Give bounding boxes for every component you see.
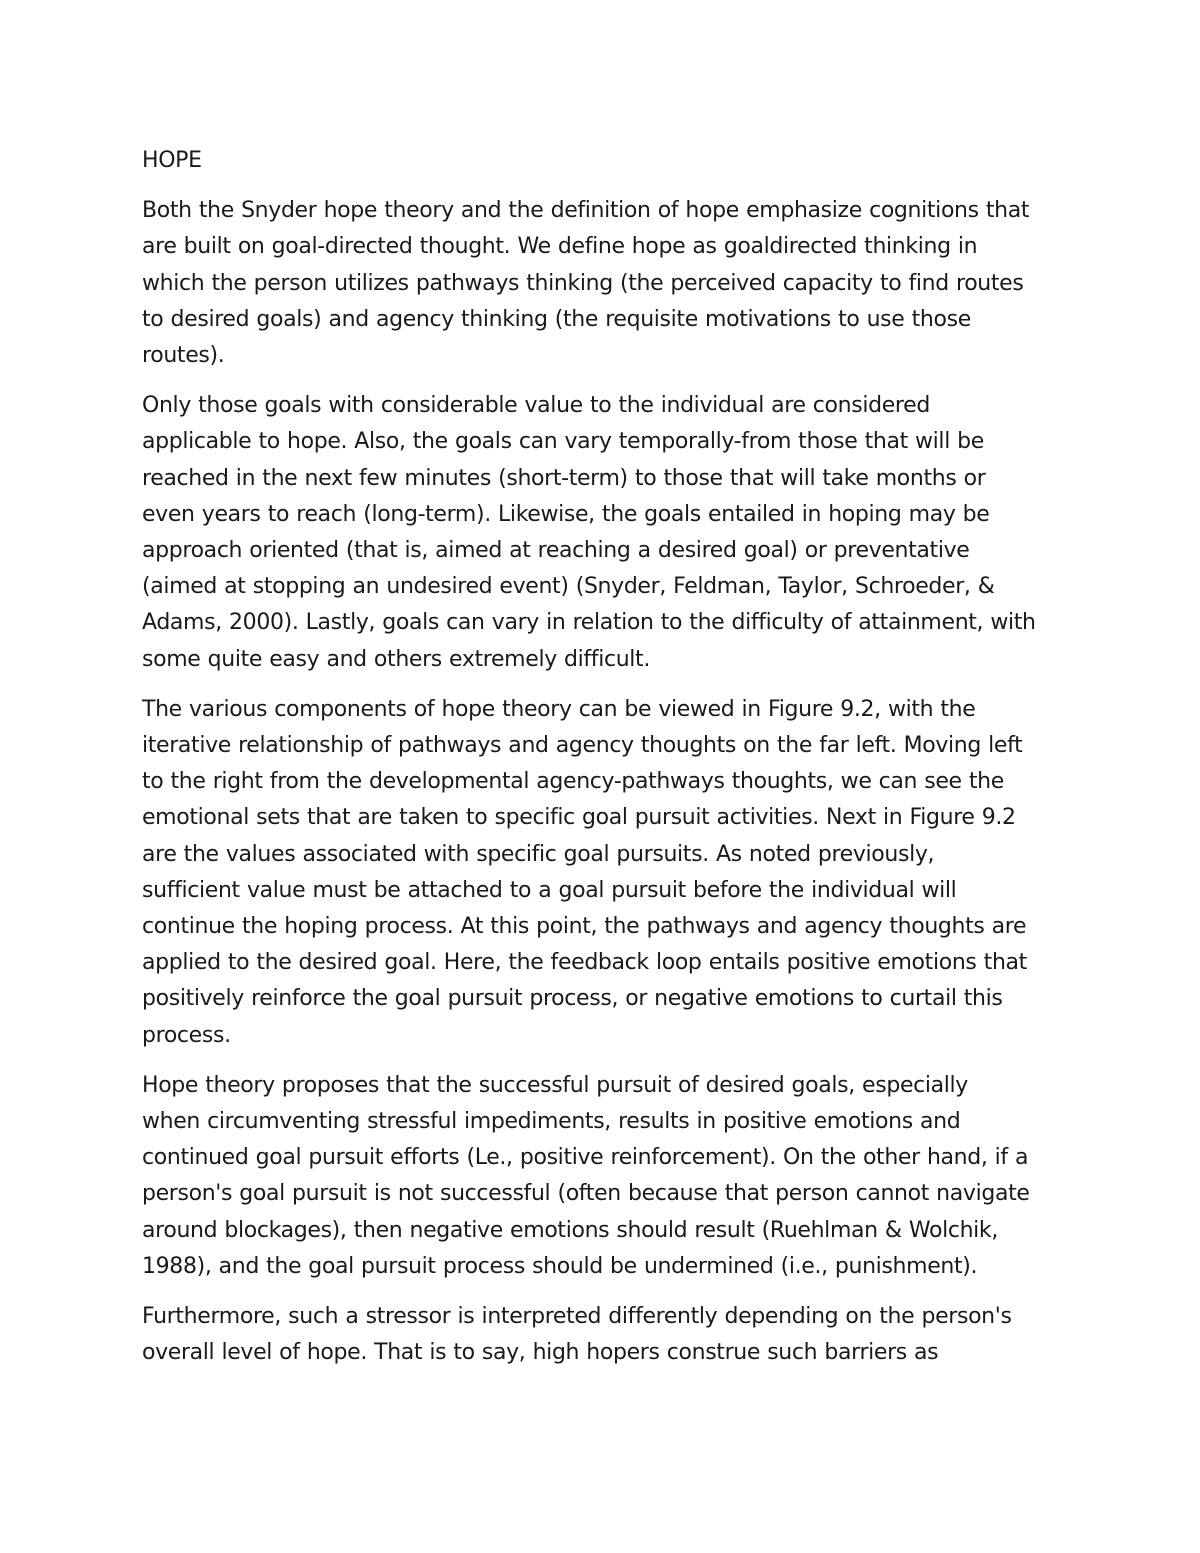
text-line: around blockages), then negative emotions should result (Ruehlman & Wolchik, (142, 1217, 998, 1243)
document-title: HOPE (142, 148, 202, 173)
text-line: positively reinforce the goal pursuit process, or negative emotions to curtail this (142, 986, 1003, 1012)
text-line: applied to the desired goal. Here, the feedback loop entails positive emotions that (142, 950, 1027, 976)
text-line: Both the Snyder hope theory and the definition of hope emphasize cognitions that (142, 198, 1030, 224)
text-line: The various components of hope theory can be viewed in Figure 9.2, with the (142, 696, 976, 722)
text-line: overall level of hope. That is to say, high hopers construe such barriers as (142, 1340, 939, 1366)
document-body (142, 143, 1067, 1386)
text-line: 1988), and the goal pursuit process should be undermined (i.e., punishment). (142, 1253, 978, 1279)
text-line: continued goal pursuit efforts (Le., positive reinforcement). On the other hand, if a (142, 1145, 1029, 1171)
text-line: iterative relationship of pathways and agency thoughts on the far left. Moving left (142, 733, 1023, 759)
paragraph-3 (142, 692, 1067, 1054)
text-line: are built on goal-directed thought. We define hope as goaldirected thinking in (142, 234, 978, 260)
text-line: person's goal pursuit is not successful (often because that person cannot navigate (142, 1181, 1030, 1207)
text-line: routes). (142, 343, 225, 369)
text-line: Adams, 2000). Lastly, goals can vary in relation to the difficulty of attainment, with (142, 610, 1036, 636)
text-line: approach oriented (that is, aimed at reaching a desired goal) or preventative (142, 538, 970, 564)
text-line: continue the hoping process. At this point, the pathways and agency thoughts are (142, 914, 1027, 940)
text-line: (aimed at stopping an undesired event) (Snyder, Feldman, Taylor, Schroeder, & (142, 574, 995, 600)
text-line: which the person utilizes pathways thinking (the perceived capacity to find routes (142, 270, 1024, 296)
text-line: Only those goals with considerable value to the individual are considered (142, 393, 930, 419)
paragraph-1 (142, 193, 1067, 374)
text-line: to the right from the developmental agency-pathways thoughts, we can see the (142, 769, 1004, 795)
paragraph-4 (142, 1068, 1067, 1285)
text-line: to desired goals) and agency thinking (the requisite motivations to use those (142, 306, 971, 332)
text-line: sufficient value must be attached to a goal pursuit before the individual will (142, 877, 957, 903)
text-line: applicable to hope. Also, the goals can vary temporally-from those that will be (142, 429, 984, 455)
text-line: even years to reach (long-term). Likewise, the goals entailed in hoping may be (142, 501, 990, 527)
text-line: process. (142, 1022, 231, 1048)
paragraph-2 (142, 388, 1067, 678)
text-line: emotional sets that are taken to specific goal pursuit activities. Next in Figure 9.2 (142, 805, 1016, 831)
paragraph-5 (142, 1299, 1067, 1371)
text-line: some quite easy and others extremely difficult. (142, 646, 650, 672)
text-line: reached in the next few minutes (short-term) to those that will take months or (142, 465, 986, 491)
text-line: when circumventing stressful impediments, results in positive emotions and (142, 1109, 961, 1135)
text-line: Hope theory proposes that the successful pursuit of desired goals, especially (142, 1072, 968, 1098)
text-line: are the values associated with specific goal pursuits. As noted previously, (142, 841, 935, 867)
text-line: Furthermore, such a stressor is interpreted differently depending on the person's (142, 1304, 1012, 1330)
